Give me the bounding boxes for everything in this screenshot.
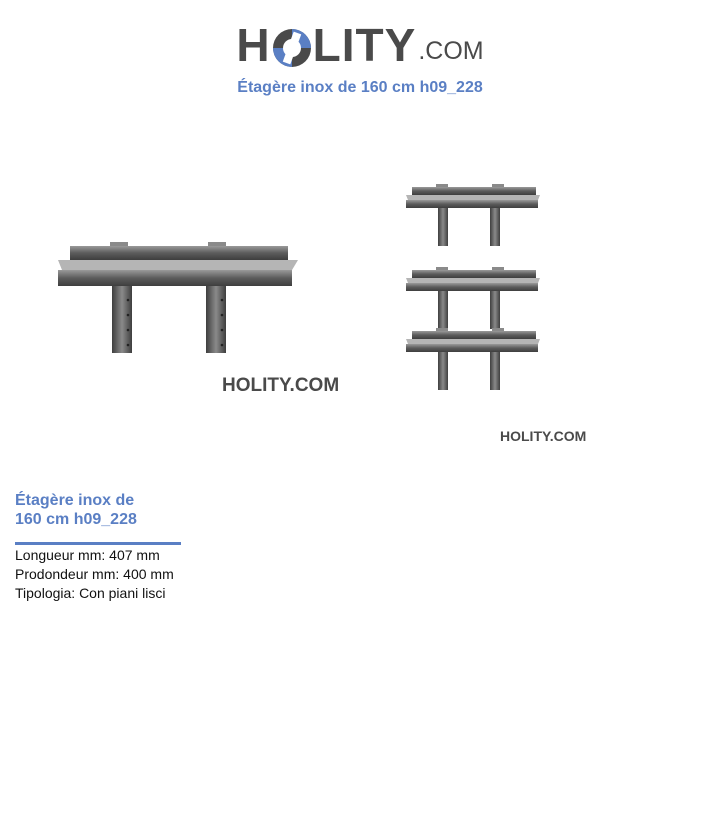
spec-length: Longueur mm: 407 mm [15, 547, 160, 563]
spec-depth: Prodondeur mm: 400 mm [15, 566, 174, 582]
logo-com: .COM [418, 37, 484, 65]
page-title: Étagère inox de 160 cm h09_228 [237, 79, 483, 96]
brand-logo[interactable] [0, 12, 720, 71]
logo-wordmark [236, 19, 484, 71]
triple-shelf-illustration [390, 160, 590, 450]
image-watermark-right: HOLITY.COM [500, 428, 587, 444]
product-title-line-2: 160 cm h09_228 [15, 511, 137, 528]
logo-o-icon [272, 28, 312, 68]
product-specs [15, 546, 174, 603]
product-title-line-1: Étagère inox de [15, 492, 135, 509]
product-image-triple-shelf [390, 160, 590, 450]
title-divider [15, 542, 181, 545]
image-watermark-left: HOLITY.COM [222, 375, 340, 396]
logo-letters-lity: LITY [312, 19, 417, 71]
spec-type: Tipologia: Con piani lisci [15, 585, 166, 601]
product-title [15, 491, 185, 529]
logo-letter-h: H [236, 19, 271, 71]
